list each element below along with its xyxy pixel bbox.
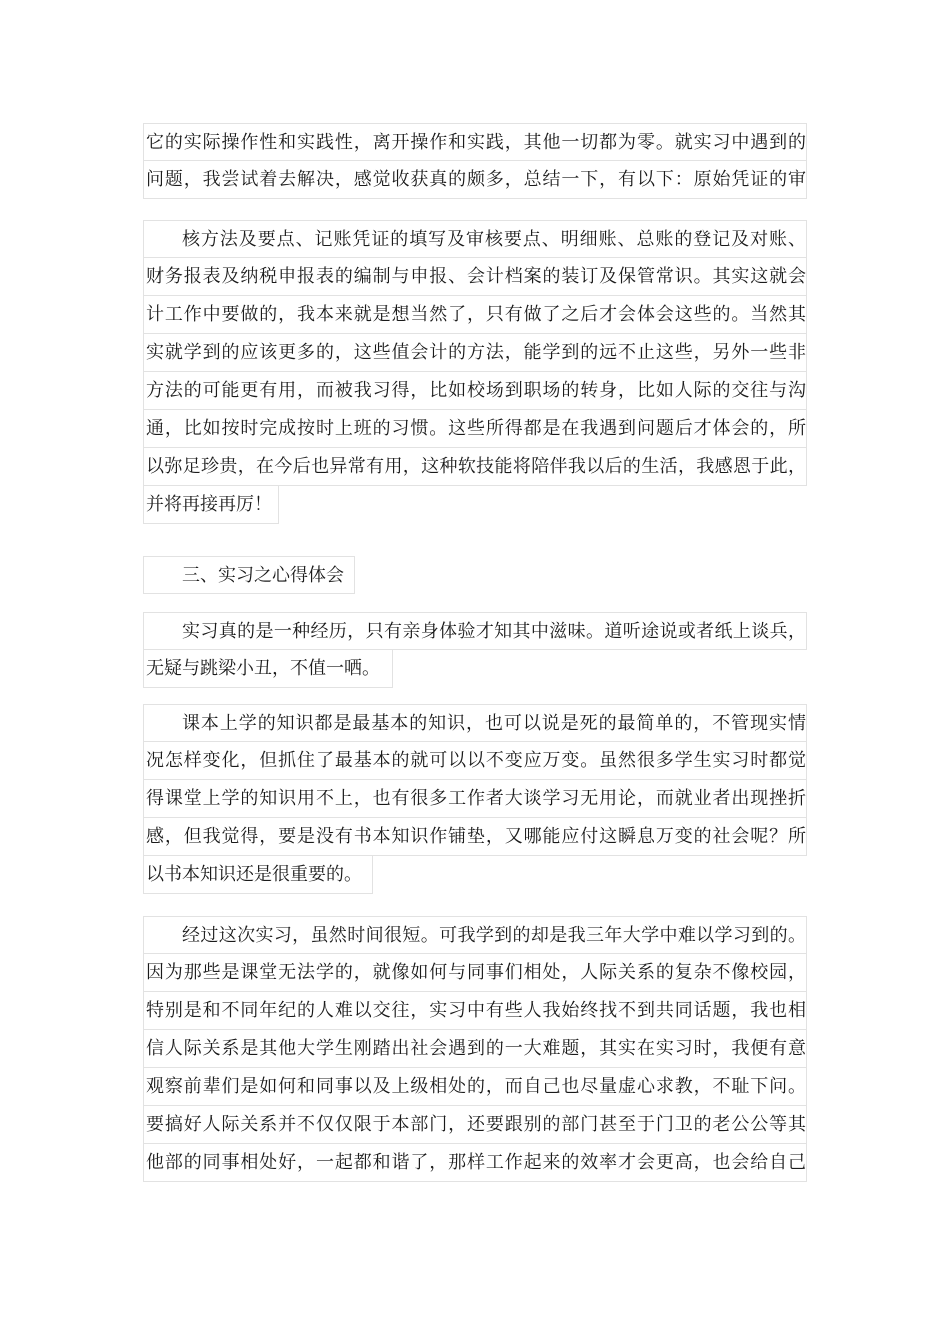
- section-heading-text: 三、实习之心得体会: [143, 556, 355, 594]
- text-line: 它的实际操作性和实践性，离开操作和实践，其他一切都为零。就实习中遇到的: [143, 123, 807, 161]
- text-line: 财务报表及纳税申报表的编制与申报、会计档案的装订及保管常识。其实这就会: [143, 258, 807, 296]
- text-line: 特别是和不同年纪的人难以交往，实习中有些人我始终找不到共同话题，我也相: [143, 992, 807, 1030]
- text-line: 要搞好人际关系并不仅仅限于本部门，还要跟别的部门甚至于门卫的老公公等其: [143, 1106, 807, 1144]
- text-line: 以弥足珍贵，在今后也异常有用，这种软技能将陪伴我以后的生活，我感恩于此，: [143, 448, 807, 486]
- text-line: 课本上学的知识都是最基本的知识，也可以说是死的最简单的，不管现实情: [143, 704, 807, 742]
- paragraph-relationships: [143, 916, 807, 1182]
- text-line: 信人际关系是其他大学生刚踏出社会遇到的一大难题，其实在实习时，我便有意: [143, 1030, 807, 1068]
- paragraph-continued: [143, 123, 807, 199]
- text-line: 并将再接再厉！: [143, 486, 279, 524]
- text-line: 通，比如按时完成按时上班的习惯。这些所得都是在我遇到问题后才体会的，所: [143, 410, 807, 448]
- paragraph-skills: [143, 220, 807, 524]
- paragraph-experience: [143, 612, 807, 688]
- paragraph-textbook-knowledge: [143, 704, 807, 894]
- text-line: 观察前辈们是如何和同事以及上级相处的，而自己也尽量虚心求教，不耻下问。: [143, 1068, 807, 1106]
- section-heading: [143, 556, 807, 594]
- text-line: 问题，我尝试着去解决，感觉收获真的颇多，总结一下，有以下：原始凭证的审: [143, 161, 807, 199]
- text-line: 他部的同事相处好，一起都和谐了，那样工作起来的效率才会更高，也会给自己: [143, 1144, 807, 1182]
- text-line: 计工作中要做的，我本来就是想当然了，只有做了之后才会体会这些的。当然其: [143, 296, 807, 334]
- text-line: 经过这次实习，虽然时间很短。可我学到的却是我三年大学中难以学习到的。: [143, 916, 807, 954]
- text-line: 实习真的是一种经历，只有亲身体验才知其中滋味。道听途说或者纸上谈兵，: [143, 612, 807, 650]
- text-line: 得课堂上学的知识用不上，也有很多工作者大谈学习无用论，而就业者出现挫折: [143, 780, 807, 818]
- text-line: 况怎样变化，但抓住了最基本的就可以以不变应万变。虽然很多学生实习时都觉: [143, 742, 807, 780]
- text-line: 无疑与跳梁小丑，不值一哂。: [143, 650, 393, 688]
- text-line: 实就学到的应该更多的，这些值会计的方法，能学到的远不止这些，另外一些非: [143, 334, 807, 372]
- text-line: 因为那些是课堂无法学的，就像如何与同事们相处，人际关系的复杂不像校园，: [143, 954, 807, 992]
- text-line: 方法的可能更有用，而被我习得，比如校场到职场的转身，比如人际的交往与沟: [143, 372, 807, 410]
- text-line: 核方法及要点、记账凭证的填写及审核要点、明细账、总账的登记及对账、: [143, 220, 807, 258]
- text-line: 以书本知识还是很重要的。: [143, 856, 373, 894]
- text-line: 感，但我觉得，要是没有书本知识作铺垫，又哪能应付这瞬息万变的社会呢？所: [143, 818, 807, 856]
